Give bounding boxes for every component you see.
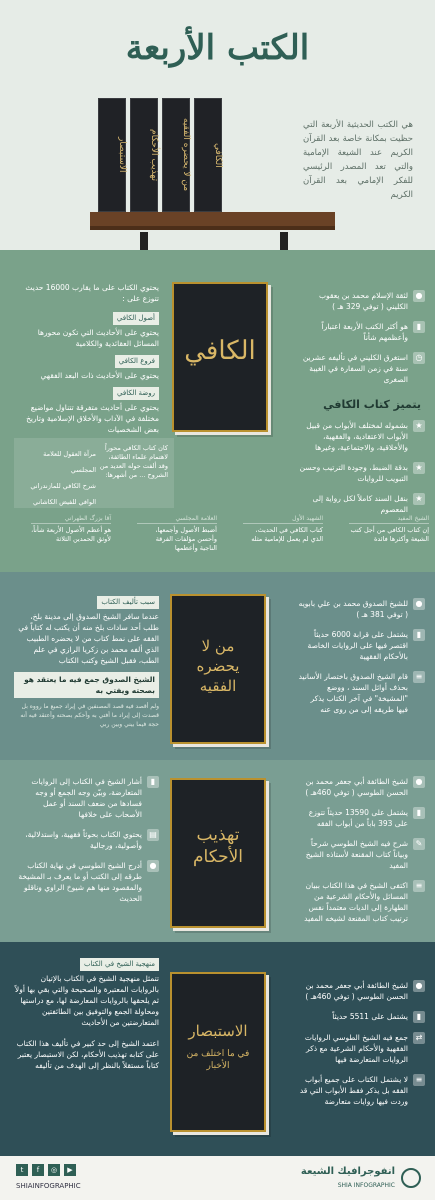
list-item: الوافي للفيض الكاشاني [33,498,96,506]
shelf-bracket [140,232,148,250]
book-icon: ▮ [413,321,425,333]
list-item: ▮ هو أكثر الكتب الأربعة اعتباراً وأعظمهم شأناً [297,321,425,343]
faqih-info-list [297,598,425,724]
shelf-bracket [280,232,288,250]
book-icon: ▮ [413,807,425,819]
kafi-distinct-list [297,420,425,524]
kafi-hadith-count: يحتوي الكتاب على ما يقارب 16000 حديث تتوزع على : [25,283,159,303]
list-item: ● لشيخ الطائفة أبي جعفر محمد بن الحسن الطوسي ( توفي 460هـ ) [297,776,425,798]
person-icon: ● [413,980,425,992]
tahdhib-notes [14,776,159,913]
shelf-book: تهذيب الأحكام [130,98,158,212]
method-text: تتمثل منهجية الشيخ في الكتاب بالإتيان بالروايات المعتبرة والصحيحة والتي بقي بها أولاً ثم يلحقها بالروايات المعارضة لها، مع دراستها ومحاولة الجمع والتوفيق بين الطائفتين المتعارضتين من الأحاديث [14,974,159,1027]
quote-card: الشيخ المفيد إن كتاب الكافي من أجل كتب الشيعة وأكثرها فائدة [350,515,429,543]
kafi-book-cover [172,282,268,432]
list-item: ▮ أشار الشيخ في الكتاب إلى الروايات المتعارضة، وبيّن وجه الجمع أو وجه فسادها من ضعف السند أو عمل الأصحاب على خلافها [14,776,159,820]
part-desc: يحتوي على أحاديث متفرقة تتناول مواضيع مختلفة في الآداب والأخلاق الإسلامية وتاريخ بعض الشخصيات [26,403,159,434]
social-links [16,1164,76,1176]
footer [0,1156,435,1200]
star-icon: ★ [413,493,425,505]
book-icon: ▮ [147,776,159,788]
list-item: شرح الكافي للمازندراني [30,482,96,490]
compare-icon: ⇄ [413,1032,425,1044]
quote-card: الشهيد الأول كتاب الكافي في الحديث، الذي لم يعمل للإمامية مثله [243,514,323,544]
person-icon: ● [413,598,425,610]
part-desc: يحتوي على الأحاديث التي تكون محورها المسائل العقائدية والكلامية [37,328,159,348]
method-quote: ولم أقصد فيه قصد المصنفين في إيراد جميع ما رووه بل قصدت إلى إيراد ما أفتي به وأحكم بصحته وأعتقد فيه أنه حجة فيما بيني وبين ربي [20,703,159,728]
faqih-book-title: من لا يحضره الفقيه [196,637,240,695]
person-icon: ● [413,776,425,788]
document-icon: ▤ [147,829,159,841]
person-icon: ● [413,290,425,302]
book-icon: ▮ [413,629,425,641]
instagram-icon[interactable]: ◎ [48,1164,60,1176]
people-icon: ● [147,860,159,872]
list-icon: ≡ [413,671,425,683]
tahdhib-book-cover [170,778,266,928]
list-item: ● لثقة الإسلام محمد بن يعقوب الكليني ( توفي 329 هـ ) [297,290,425,312]
clock-icon: ◷ [413,352,425,364]
tahdhib-book-title: تهذيب الأحكام [192,825,244,867]
kafi-info-list [297,290,425,394]
kafi-commentaries-box [14,438,174,508]
list-item: ▮ يشتمل على 5511 حديثاً [297,1011,425,1023]
part-label: فروع الكافي [115,355,159,368]
star-icon: ★ [413,462,425,474]
list-item: ● للشيخ الصدوق محمد بن علي بابويه ( توفي 381 هـ ) [297,598,425,620]
intro-text: هي الكتب الحديثية الأربعة التي حظيت بمكانة خاصة بعد القرآن الكريم عند الشيعة الإمامية والتي تعد المصدر الرئيسي للفكر الإمامي بعد القرآن الكريم [303,120,413,200]
kafi-distinct-title: يتميز كتاب الكافي [323,398,421,411]
istibsar-note: اعتمد الشيخ إلى حد كبير في تأليف هذا الكتاب على كتابه تهذيب الأحكام، لكن الاستبصار يعتبر كتاباً مستقلاً بالنظر إلى الهدف من تأليفه [16,1039,159,1070]
quote-card: العلامة المجلسي أضبط الأصول وأجمعها، وأحسن مؤلفات الفرقة الناجية وأعظمها [137,514,217,553]
list-item: ✎ شرح فيه الشيخ الطوسي شرحاً وبياناً كتاب المقنعة لأستاذه الشيخ المفيد [297,838,425,871]
commentaries-list [20,446,96,510]
list-item: ● لشيخ الطائفة أبي جعفر محمد بن الحسن الطوسي ( توفي 460هـ ) [297,980,425,1002]
commentaries-note: كان كتاب الكافي محوراً لاهتمام علماء الطائفة، وقد ألفت حوله العديد من الشروح ... من أشهرها: [99,444,168,479]
istibsar-book-subtitle: في ما اختلف من الأخبار [186,1049,250,1071]
faqih-book-cover [170,594,266,744]
istibsar-info-list [297,980,425,1116]
list-item: ▤ يحتوي الكتاب بحوثاً فقهية، واستدلالية، وأصولية، ورجالية [14,829,159,851]
istibsar-book-cover [170,972,266,1132]
book-icon: ▮ [413,1011,425,1023]
list-icon: ≡ [413,1074,425,1086]
list-item: مرآة العقول للعلامة المجلسي [43,450,96,474]
star-icon: ★ [413,420,425,432]
brand-name-ar: انفوجرافيك الشيعة [300,1166,395,1177]
list-item: ▮ يشتمل على قرابة 6000 حديثاً اقتصر فيها على الروايات الخاصة بالأحكام الفقهية [297,629,425,662]
reason-label: سبب تأليف الكتاب [97,596,159,609]
header-section [0,0,435,250]
list-item: ◷ استغرق الكليني في تأليفه عشرين سنة في زمن السفارة في الغيبة الصغرى [297,352,425,385]
kafi-parts [14,282,159,435]
brand-name-en: SHIA INFOGRAPHIC [337,1182,395,1189]
brand-logo-icon [401,1168,421,1188]
list-item: ★ بنقل السند كاملاً لكل رواية إلى المعصوم [297,493,425,515]
bookshelf [90,212,335,230]
page-title: الكتب الأربعة [125,28,310,68]
method-title: الشيخ الصدوق جمع فيه ما يعتقد هو بصحته ويفتي به [14,672,159,698]
faqih-notes [14,596,159,729]
part-desc: يحتوي على الأحاديث ذات البعد الفقهي [40,371,159,380]
list-item: ★ بدقة الضبط، وجودة الترتيب وحسن التبويب للروايات [297,462,425,484]
shelf-book: الكافي [194,98,222,212]
kafi-book-title: الكافي [184,336,256,366]
facebook-icon[interactable]: f [32,1164,44,1176]
istibsar-book-title: الاستبصار [188,1022,248,1040]
quote-card: آقا بزرگ الطهراني هو أعظم الأصول الأربعة شأناً، لأوثق الحمدين الثلاثة [31,515,111,543]
social-handle: SHIAINFOGRAPHIC [16,1182,81,1190]
part-label: روضة الكافي [113,387,159,400]
list-item: ≡ اكتفى الشيخ في هذا الكتاب ببيان المسائل والأحكام الشرعية من الطهارة إلى الديات معتمداً نفس ترتيب كتاب المقنعة لشيخه المفيد [297,880,425,924]
list-item: ⇄ جمع فيه الشيخ الطوسي الروايات الفقهية والأحكام الشرعية مع ذكر الروايات المتعارضة فيها [297,1032,425,1065]
shelf-book: الاستبصار [98,98,126,212]
method-label: منهجية الشيخ في الكتاب [80,958,159,971]
list-item: ★ بشموله لمختلف الأبواب من قبيل الأبواب الاعتقادية، والفقهية، والأخلاقية، والاجتماعية، وغيرها [297,420,425,453]
list-item: ▮ يشتمل على 13590 حديثاً تتوزع على 393 باباً من أبواب الفقه [297,807,425,829]
tahdhib-info-list [297,776,425,933]
youtube-icon[interactable]: ▶ [64,1164,76,1176]
shelf-book: من لا يحضره الفقيه [162,98,190,212]
twitter-icon[interactable]: t [16,1164,28,1176]
istibsar-notes [14,958,159,1071]
list-icon: ≡ [413,880,425,892]
reason-text: عندما سافر الشيخ الصدوق إلى مدينة بلخ، طلب أحد سادات بلخ منه أن يكتب له كتاباً في الفقه على نمط كتاب من لا يحضره الطبيب الذي ألفه محمد بن زكريا الرازي في علم الطب، فقبل الشيخ وكتب الكتاب [18,612,159,665]
part-label: أصول الكافي [113,312,159,325]
pen-icon: ✎ [413,838,425,850]
list-item: ≡ قام الشيخ الصدوق باختصار الأسانيد بحذف أوائل السند ، ووضع "المشيخة" في آخر الكتاب يذكر فيها طريقه إلى من روى عنه [297,671,425,715]
list-item: ● أدرج الشيخ الطوسي في نهاية الكتاب طرقه إلى الكتب أو ما يعرف بـ المشيخة والمقصود منها هم شيوخ الراوي وناقلو الحديث [14,860,159,904]
list-item: ≡ لا يشتمل الكتاب على جميع أبواب الفقه بل يذكر فقط الأبواب التي قد وردت فيها روايات متعارضة [297,1074,425,1107]
